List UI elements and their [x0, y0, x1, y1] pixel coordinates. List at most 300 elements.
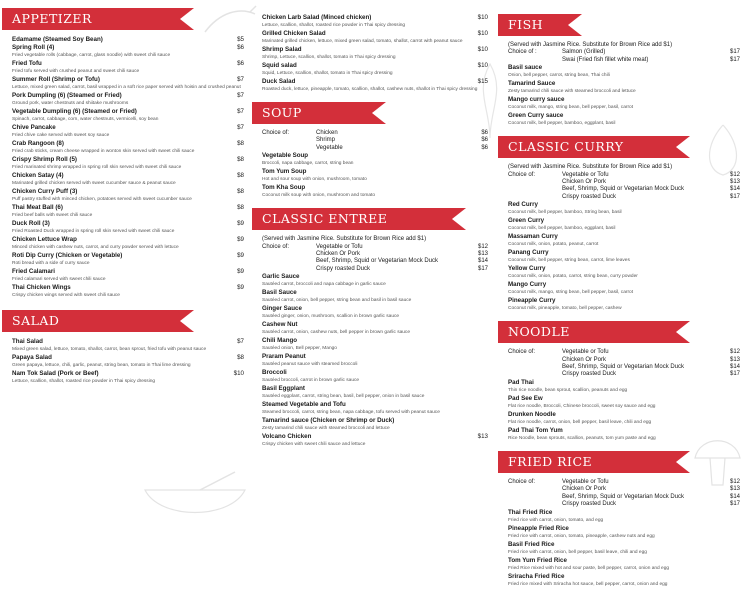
item-name: Tamarind sauce (Chicken or Shrimp or Duck) — [262, 417, 395, 425]
curry-note: (Served with Jasmine Rice. Substitute for Brown Rice add $1) — [508, 164, 673, 171]
item-description: Fried Rice mixed with hot and sour paste, bell pepper, carrot, onion and egg — [508, 565, 670, 571]
menu-item — [508, 297, 740, 313]
item-name: Pineapple Curry — [508, 297, 556, 305]
item-description: Sautéed carrot, onion, cashew nuts, bell pepper in brown garlic sauce — [262, 330, 410, 336]
item-name: Thai Fried Rice — [508, 508, 553, 516]
option-label: Vegetable or Tofu — [316, 243, 363, 250]
menu-item — [262, 152, 488, 168]
item-price: $7 — [237, 338, 244, 346]
choice-option — [262, 266, 488, 273]
item-name: Vegetable Dumpling (6) (Steamed or Fried) — [12, 108, 137, 116]
option-label: Vegetable or Tofu — [562, 478, 609, 485]
item-description: Sautéed broccoli, carrot in brown garlic sauce — [262, 378, 360, 384]
menu-item — [508, 201, 740, 217]
item-description: Coconut milk, mango, string bean, bell pepper, basil, carrot — [508, 290, 634, 296]
entree-choice-block — [262, 244, 488, 274]
option-price: $17 — [729, 371, 740, 378]
menu-item — [262, 369, 488, 385]
item-price: $8 — [237, 140, 244, 148]
item-name: Tom Kha Soup — [262, 184, 306, 192]
item-price: $6 — [237, 44, 244, 52]
menu-item — [12, 92, 244, 108]
menu-item — [12, 284, 244, 300]
menu-item — [508, 525, 740, 541]
menu-item — [12, 108, 244, 124]
item-name: Shrimp Salad — [262, 46, 302, 53]
item-name: Pad Thai Tom Yum — [508, 426, 563, 434]
item-name: Duck Salad — [262, 78, 296, 85]
choice-option — [508, 57, 740, 64]
menu-item — [262, 46, 488, 62]
item-name: Crab Rangoon (8) — [12, 140, 64, 148]
item-name: Basil sauce — [508, 64, 543, 72]
menu-item — [12, 172, 244, 188]
choice-option — [508, 486, 740, 493]
choice-option — [262, 137, 488, 144]
option-label: Vegetable or Tofu — [562, 349, 609, 356]
noodle-banner: NOODLE — [498, 321, 676, 343]
item-description: Coconut milk soup with onion, mushroom and tomato — [262, 193, 376, 199]
choice-option — [508, 194, 740, 201]
item-name: Chive Pancake — [12, 124, 56, 132]
menu-item — [12, 188, 244, 204]
item-name: Pork Dumpling (6) (Steamed or Fried) — [12, 92, 122, 100]
choice-label: Choice of: — [262, 243, 290, 250]
item-price: $10 — [233, 370, 244, 378]
choice-option — [262, 244, 488, 251]
choice-option — [262, 251, 488, 258]
option-price: $14 — [729, 186, 740, 193]
soup-choice-block — [262, 130, 488, 152]
item-name: Broccoli — [262, 369, 287, 377]
option-price: $17 — [729, 56, 740, 63]
item-price: $5 — [237, 36, 244, 43]
item-description: Fried rice with carrot, onion, tomato, pineapple, cashew nuts and egg — [508, 533, 655, 539]
menu-item — [262, 353, 488, 369]
item-name: Cashew Nut — [262, 321, 298, 329]
menu-item — [262, 305, 488, 321]
salad-continued-list — [262, 14, 488, 94]
item-name: Fried Tofu — [12, 60, 42, 68]
menu-item — [12, 76, 244, 92]
choice-option — [508, 179, 740, 186]
choice-option — [262, 145, 488, 152]
option-label: Chicken — [316, 130, 338, 136]
item-name: Ginger Sauce — [262, 305, 302, 313]
item-name: Sriracha Fried Rice — [508, 572, 565, 580]
option-price: $13 — [729, 356, 740, 363]
item-description: Coconut milk, bell pepper, string bean, carrot, lime leaves — [508, 258, 630, 264]
option-label: Crispy roasted Duck — [562, 371, 617, 378]
item-name: Thai Salad — [12, 338, 43, 346]
item-price: $8 — [237, 354, 244, 362]
item-name: Praram Peanut — [262, 353, 306, 361]
menu-item — [508, 64, 740, 80]
option-price: $13 — [729, 179, 740, 186]
choice-option — [508, 172, 740, 179]
item-description: Sautéed carrot, onion, bell pepper, string bean and basil in basil sauce — [262, 298, 412, 304]
item-price: $9 — [237, 236, 244, 244]
item-description: Coconut milk, mango, string bean, bell pepper, basil, carrot — [508, 105, 634, 111]
menu-item — [508, 217, 740, 233]
item-name: Grilled Chicken Salad — [262, 30, 326, 37]
entree-note: (Served with Jasmine Rice. Substitute for Brown Rice add $1) — [262, 236, 427, 243]
item-description: Lettuce, mixed green salad, carrot, basil wrapped in a soft rice paper served with hoisin and crushed peanut — [12, 85, 241, 91]
item-name: Chicken Curry Puff (3) — [12, 188, 78, 196]
item-description: Crispy chicken wings served with sweet chili sauce — [12, 293, 120, 299]
option-price: $13 — [477, 251, 488, 258]
menu-item — [12, 370, 244, 386]
menu-item — [262, 417, 488, 433]
menu-item — [262, 14, 488, 30]
menu-item — [262, 289, 488, 305]
item-description: Sautéed ginger, onion, mushroom, scallion in brown garlic sauce — [262, 314, 400, 320]
item-description: Rice Noodle, bean sprouts, scallion, peanuts, tom yum paste and egg — [508, 436, 656, 442]
item-name: Papaya Salad — [12, 354, 52, 362]
menu-item — [12, 268, 244, 284]
fish-banner: FISH — [498, 14, 568, 36]
fish-choice-block — [508, 49, 740, 64]
menu-item — [12, 220, 244, 236]
item-name: Panang Curry — [508, 249, 549, 257]
option-price: $6 — [481, 144, 488, 151]
fried-rice-list — [508, 509, 740, 589]
option-price: $17 — [729, 49, 740, 56]
option-price: $17 — [729, 501, 740, 508]
item-price: $7 — [237, 92, 244, 100]
item-description: Coconut milk, onion, potato, carrot, string bean, curry powder — [508, 274, 638, 280]
item-name: Tom Yum Fried Rice — [508, 556, 567, 564]
menu-item — [508, 249, 740, 265]
choice-option — [508, 349, 740, 356]
noodle-list — [508, 379, 740, 443]
item-name: Garlic Sauce — [262, 273, 300, 281]
menu-item — [12, 44, 244, 60]
salad-list — [12, 338, 244, 386]
option-label: Salmon (Grilled) — [562, 49, 606, 56]
option-price: $17 — [477, 265, 488, 272]
menu-item — [508, 557, 740, 573]
item-price: $7 — [237, 124, 244, 132]
item-price: $9 — [237, 220, 244, 228]
item-description: Coconut milk, bell pepper, bamboo, eggplant, basil — [508, 226, 616, 232]
item-description: Green papaya, lettuce, chili, garlic, peanut, string bean, tomato in Thai lime dressing — [12, 363, 191, 369]
option-price: $12 — [729, 478, 740, 485]
item-name: Vegetable Soup — [262, 152, 309, 160]
item-price: $6 — [237, 60, 244, 68]
item-description: Spinach, carrot, cabbage, corn, water chestnuts, vermicelli, soy bean — [12, 117, 159, 123]
item-name: Basil Eggplant — [262, 385, 305, 393]
item-description: Coconut milk, bell pepper, bamboo, String bean, basil — [508, 210, 622, 216]
item-price: $9 — [237, 268, 244, 276]
option-label: Vegetable or Tofu — [562, 171, 609, 178]
noodle-choice-block — [508, 349, 740, 379]
item-description: Hot and sour soup with onion, mushroom, tomato — [262, 177, 367, 183]
option-price: $17 — [729, 193, 740, 200]
fish-note: (Served with Jasmine Rice. Substitute for Brown Rice add $1) — [508, 42, 673, 48]
menu-item — [12, 124, 244, 140]
item-name: Drunken Noodle — [508, 410, 556, 418]
item-name: Crispy Shrimp Roll (5) — [12, 156, 77, 164]
item-price: $9 — [237, 252, 244, 260]
choice-label: Choice of : — [508, 49, 537, 56]
item-price: $10 — [477, 14, 488, 21]
option-label: Chicken Or Pork — [562, 486, 607, 493]
option-label: Crispy roasted Duck — [562, 193, 617, 200]
menu-item — [12, 338, 244, 354]
menu-item — [12, 204, 244, 220]
option-label: Chicken Or Pork — [562, 356, 607, 363]
item-name: Nam Tok Salad (Pork or Beef) — [12, 370, 99, 378]
item-name: Thai Meat Ball (6) — [12, 204, 63, 212]
choice-option — [508, 357, 740, 364]
option-label: Chicken Or Pork — [562, 179, 607, 186]
menu-item — [262, 321, 488, 337]
choice-label: Choice of: — [262, 130, 290, 136]
item-name: Thai Chicken Wings — [12, 284, 71, 292]
item-description: Coconut milk, bell pepper, bamboo, eggplant, basil — [508, 121, 616, 127]
curry-choice-block — [508, 172, 740, 202]
soup-banner: SOUP — [252, 102, 372, 124]
item-name: Summer Roll (Shrimp or Tofu) — [12, 76, 100, 84]
item-name: Roti Dip Curry (Chicken or Vegetable) — [12, 252, 123, 260]
menu-item — [508, 233, 740, 249]
item-description: Sautéed peanut sauce with steamed broccoli — [262, 362, 358, 368]
item-price: $8 — [237, 172, 244, 180]
menu-item — [262, 78, 488, 94]
menu-item — [262, 30, 488, 46]
item-name: Spring Roll (4) — [12, 44, 55, 52]
item-description: Crispy chicken with sweet chili sauce and lettuce — [262, 442, 366, 448]
menu-item — [508, 427, 740, 443]
item-description: Minced chicken with cashew nuts, carrot, and curry powder served with lettuce — [12, 245, 179, 251]
item-description: Zesty tamarind chili sauce with steamed broccoli and lettuce — [262, 426, 390, 432]
item-description: Marinated grilled chicken served with sweet cucumber sauce & peanut sauce — [12, 181, 176, 187]
menu-item — [262, 433, 488, 449]
choice-option — [508, 371, 740, 378]
item-name: Pineapple Fried Rice — [508, 524, 569, 532]
item-description: Squid, Lettuce, scallion, shallot, tomato in Thai spicy dressing — [262, 71, 393, 77]
appetizer-list — [12, 36, 244, 300]
item-description: Fried beef balls with sweet chili sauce — [12, 213, 93, 219]
menu-item — [508, 573, 740, 589]
option-price: $14 — [729, 364, 740, 371]
appetizer-banner: APPETIZER — [2, 8, 180, 30]
item-name: Pad Thai — [508, 378, 534, 386]
item-price: $7 — [237, 76, 244, 84]
menu-item — [12, 354, 244, 370]
item-description: Puff pastry stuffed with minced chicken, potatoes served with sweet cucumber sauce — [12, 197, 192, 203]
item-description: Sautéed onion, Bell pepper, Mango — [262, 346, 337, 352]
choice-option — [508, 186, 740, 193]
option-price: $13 — [729, 486, 740, 493]
menu-item — [262, 401, 488, 417]
item-price: $8 — [237, 204, 244, 212]
item-price: $15 — [477, 78, 488, 85]
choice-option — [262, 258, 488, 265]
item-name: Basil Fried Rice — [508, 540, 555, 548]
item-description: Fried chive cake served with sweet soy sauce — [12, 133, 110, 139]
item-description: Fried marinated shrimp wrapped in spring roll skin served with sweet chili sauce — [12, 165, 182, 171]
item-description: Fried tofu served with crushed peanut and sweet chili sauce — [12, 69, 140, 75]
option-price: $14 — [729, 493, 740, 500]
item-price: $7 — [237, 108, 244, 116]
item-description: Fried Roasted Duck wrapped in spring roll skin served with sweet chili sauce — [12, 229, 175, 235]
item-name: Mango curry sauce — [508, 96, 565, 104]
menu-item — [508, 379, 740, 395]
item-name: Edamame (Steamed Soy Bean) — [12, 36, 103, 43]
item-price: $8 — [237, 156, 244, 164]
item-name: Fried Calamari — [12, 268, 55, 276]
choice-label: Choice of: — [508, 171, 536, 178]
fried-rice-banner: FRIED RICE — [498, 451, 676, 473]
item-name: Chicken Satay (4) — [12, 172, 64, 180]
menu-item — [12, 60, 244, 76]
item-description: Flat rice noodle, Broccoli, Chinese broccoli, sweet soy sauce and egg — [508, 404, 656, 410]
menu-item — [508, 96, 740, 112]
option-label: Beef, Shrimp, Squid or Vegetarian Mock Duck — [562, 186, 685, 193]
choice-option — [508, 501, 740, 508]
item-name: Mango Curry — [508, 281, 547, 289]
item-description: Fried rice with carrot, onion, tomato, and egg — [508, 517, 604, 523]
item-description: Mixed green salad, lettuce, tomato, shallot, carrot, bean sprout, fried tofu with peanut sauce — [12, 347, 207, 353]
item-name: Massaman Curry — [508, 233, 558, 241]
item-description: Sautéed eggplant, carrot, string bean, basil, bell pepper, onion in basil sauce — [262, 394, 425, 400]
option-price: $12 — [729, 171, 740, 178]
item-name: Green Curry sauce — [508, 112, 564, 120]
menu-column-right — [508, 0, 740, 587]
menu-item — [508, 541, 740, 557]
fried-rice-choice-block — [508, 479, 740, 509]
item-description: Fried crab sticks, cream cheese wrapped in wonton skin served with sweet chili sauce — [12, 149, 195, 155]
option-price: $12 — [477, 243, 488, 250]
item-price: $9 — [237, 284, 244, 292]
menu-item — [508, 509, 740, 525]
item-description: Coconut milk, onion, potato, peanut, carrot — [508, 242, 599, 248]
item-description: Broccoli, napa cabbage, carrot, string bean — [262, 161, 354, 167]
menu-item — [262, 62, 488, 78]
choice-option — [262, 130, 488, 137]
item-description: Shrimp, Lettuce, scallion, shallot, tomato in Thai spicy dressing — [262, 55, 396, 61]
menu-item — [262, 337, 488, 353]
option-label: Shrimp — [316, 137, 336, 144]
choice-option — [508, 479, 740, 486]
item-name: Volcano Chicken — [262, 433, 312, 441]
option-label: Swai (Fried fish fillet white meat) — [562, 56, 649, 63]
item-description: Fried rice with carrot, onion, bell pepper, basil leave, chili and egg — [508, 549, 647, 555]
curry-list — [508, 201, 740, 313]
item-name: Pad See Ew — [508, 394, 543, 402]
item-description: Steamed broccoli, carrot, string bean, napa cabbage, tofu served with peanut sauce — [262, 410, 440, 416]
choice-option — [508, 494, 740, 501]
menu-item — [262, 273, 488, 289]
item-name: Basil Sauce — [262, 289, 297, 297]
fish-list — [508, 64, 740, 128]
item-name: Steamed Vegetable and Tofu — [262, 401, 346, 409]
option-price: $14 — [477, 258, 488, 265]
menu-item — [508, 265, 740, 281]
item-description: Fried rice mixed with Sriracha hot sauce, bell pepper, carrot, onion and egg — [508, 581, 668, 587]
menu-item — [262, 184, 488, 200]
entree-banner: CLASSIC ENTREE — [252, 208, 452, 230]
menu-item — [12, 140, 244, 156]
menu-item — [508, 112, 740, 128]
item-price: $8 — [237, 188, 244, 196]
item-description: Thin rice noodle, bean sprout, scallion, peanuts and egg — [508, 388, 628, 394]
item-description: Roasted duck, lettuce, pineapple, tomato, scallion, shallot, cashew nuts, shallot in Thai spicy dressing — [262, 87, 478, 93]
menu-item — [508, 281, 740, 297]
choice-option — [508, 364, 740, 371]
item-name: Yellow Curry — [508, 265, 546, 273]
menu-column-middle — [262, 0, 488, 530]
curry-banner: CLASSIC CURRY — [498, 136, 676, 158]
item-description: Lettuce, scallion, shallot, roasted rice powder in Thai spicy dressing — [262, 23, 406, 29]
item-price: $13 — [477, 433, 488, 441]
item-name: Duck Roll (3) — [12, 220, 50, 228]
item-description: Ground pork, water chestnuts and shiitake mushrooms — [12, 101, 129, 107]
option-price: $6 — [481, 130, 488, 136]
item-description: Coconut milk, pineapple, tomato, bell pepper, cashew — [508, 306, 622, 312]
choice-label: Choice of: — [508, 349, 536, 356]
option-label: Crispy roasted Duck — [316, 265, 371, 272]
menu-item — [508, 80, 740, 96]
menu-item — [12, 236, 244, 252]
item-name: Chili Mango — [262, 337, 298, 345]
item-description: Zesty tamarind chili sauce with steamed broccoli and lettuce — [508, 89, 636, 95]
option-label: Beef, Shrimp, Squid or Vegetarian Mock Duck — [562, 364, 685, 371]
item-description: Lettuce, scallion, shallot, roasted rice powder in Thai spicy dressing — [12, 379, 156, 385]
item-name: Chicken Larb Salad (Minced chicken) — [262, 14, 372, 21]
menu-item — [12, 252, 244, 268]
menu-item — [262, 168, 488, 184]
item-price: $10 — [477, 62, 488, 69]
item-name: Red Curry — [508, 201, 538, 209]
item-description: Marinated grilled chicken, lettuce, mixed green salad, tomato, shallot, carrot with peanut sauce — [262, 39, 463, 45]
choice-label: Choice of: — [508, 478, 536, 485]
item-name: Tom Yum Soup — [262, 168, 307, 176]
option-price: $6 — [481, 137, 488, 144]
item-name: Tamarind Sauce — [508, 80, 556, 88]
item-description: Onion, bell pepper, carrot, string bean, Thai chili — [508, 73, 610, 79]
salad-banner: SALAD — [2, 310, 180, 332]
item-price: $10 — [477, 30, 488, 37]
item-price: $10 — [477, 46, 488, 53]
option-label: Vegetable — [316, 144, 343, 151]
item-description: Fried vegetable rolls (cabbage, carrot, glass noodle) with sweet chili sauce — [12, 53, 171, 59]
item-name: Chicken Lettuce Wrap — [12, 236, 77, 244]
menu-item — [508, 411, 740, 427]
soup-list — [262, 152, 488, 200]
item-description: Flat rice noodle, carrot, onion, bell pepper, basil leave, chili and egg — [508, 420, 652, 426]
item-description: Sautéed carrot, broccoli and napa cabbage in garlic sauce — [262, 282, 386, 288]
option-label: Crispy roasted Duck — [562, 501, 617, 508]
option-price: $12 — [729, 349, 740, 356]
menu-item — [262, 385, 488, 401]
option-label: Chicken Or Pork — [316, 251, 361, 258]
item-name: Squid salad — [262, 62, 297, 69]
option-label: Beef, Shrimp, Squid or Vegetarian Mock Duck — [316, 258, 439, 265]
choice-option — [508, 49, 740, 56]
item-name: Green Curry — [508, 217, 545, 225]
item-description: Roti bread with a side of curry sauce — [12, 261, 90, 267]
menu-item — [508, 395, 740, 411]
menu-column-left — [12, 0, 244, 530]
menu-item — [12, 156, 244, 172]
menu-item — [12, 36, 244, 44]
entree-list — [262, 273, 488, 449]
option-label: Beef, Shrimp, Squid or Vegetarian Mock Duck — [562, 493, 685, 500]
item-description: Fried calamari served with sweet chili sauce — [12, 277, 106, 283]
